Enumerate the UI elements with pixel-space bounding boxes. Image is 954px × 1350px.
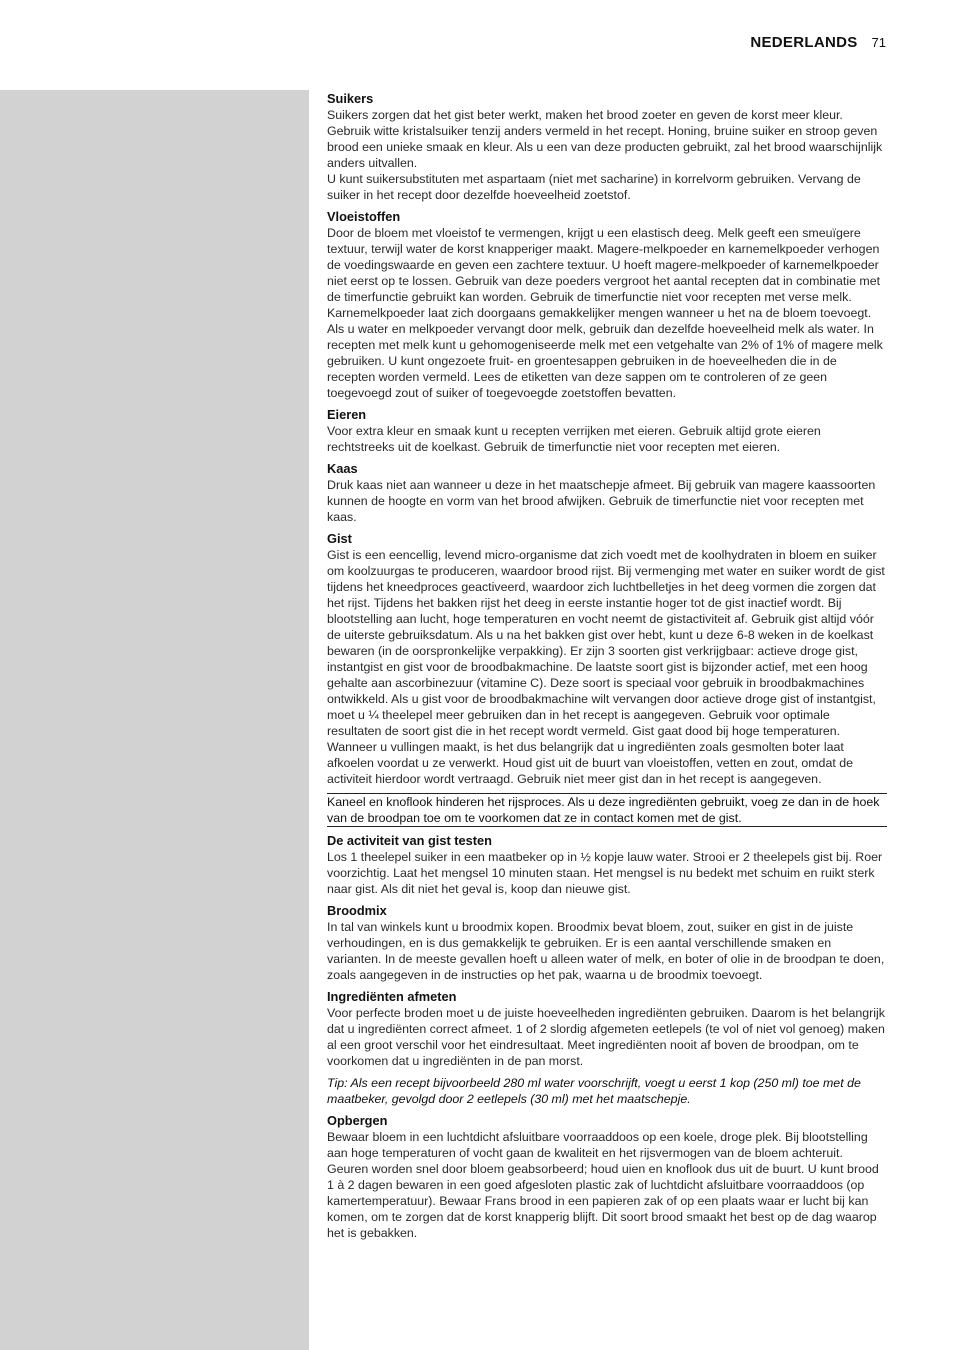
section-title: Vloeistoffen	[327, 209, 401, 224]
section-kaas	[327, 461, 887, 525]
page-header	[750, 34, 886, 51]
section-title: Gist	[327, 531, 352, 546]
section-gist	[327, 531, 887, 787]
paragraph: Los 1 theelepel suiker in een maatbeker op in ½ kopje lauw water. Strooi er 2 theelepels gist bij. Roer voorzichtig. Laat het mengsel 10 minuten staan. Het mengsel is nu bedekt met schuim en ruikt sterk naar gist. Als dit niet het geval is, koop dan nieuwe gist.	[327, 850, 883, 896]
section-title: Suikers	[327, 91, 374, 106]
section-broodmix	[327, 903, 887, 983]
paragraph: U kunt suikersubstituten met aspartaam (niet met sacharine) in korrelvorm gebruiken. Vervang de suiker in het recept door dezelfde hoeveelheid zoetstof.	[327, 172, 861, 202]
section-title: Kaas	[327, 461, 358, 476]
paragraph: Druk kaas niet aan wanneer u deze in het maatschepje afmeet. Bij gebruik van magere kaassoorten kunnen de hoogte en vorm van het brood afwijken. Gebruik de timerfunctie niet voor recepten met kaas.	[327, 478, 876, 524]
section-ingredienten-afmeten	[327, 989, 887, 1069]
document-body	[327, 91, 887, 1247]
section-title: Eieren	[327, 407, 367, 422]
paragraph: Door de bloem met vloeistof te vermengen, krijgt u een elastisch deeg. Melk geeft een smeuïgere textuur, terwijl water de korst knapperiger maakt. Magere-melkpoeder en karnemelkpoeder verhogen de voedingswaarde en geven een zachtere textuur. U hoeft magere-melkpoeder of karnemelkpoeder niet eerst op te lossen. Gebruik van deze poeders vergroot het aantal recepten dat in combinatie met de timerfunctie gebruikt kan worden. Gebruik de timerfunctie niet voor recepten met verse melk. Karnemelkpoeder laat zich doorgaans gemakkelijker mengen wanneer u het na de bloem toevoegt.	[327, 226, 881, 320]
section-suikers	[327, 91, 887, 203]
section-eieren	[327, 407, 887, 455]
tip-note: Tip: Als een recept bijvoorbeeld 280 ml water voorschrijft, voegt u eerst 1 kop (250 ml) toe met de maatbeker, gevolgd door 2 eetlepels (30 ml) met het maatschepje.	[327, 1076, 861, 1106]
paragraph: Als u water en melkpoeder vervangt door melk, gebruik dan dezelfde hoeveelheid melk als water. In recepten met melk kunt u gehomogeniseerde melk met een vetgehalte van 2% of 1% of magere melk gebruiken. U kunt ongezoete fruit- en groentesappen gebruiken in de hoeveelheden die in de recepten worden vermeld. Lees de etiketten van deze sappen om te controleren of ze geen toegevoegd zout of suiker of toegevoegde zoetstoffen bevatten.	[327, 322, 883, 400]
section-title: Opbergen	[327, 1113, 388, 1128]
language-label: NEDERLANDS	[750, 34, 858, 51]
section-opbergen	[327, 1113, 887, 1241]
section-gist-testen	[327, 833, 887, 897]
paragraph: Voor extra kleur en smaak kunt u recepten verrijken met eieren. Gebruik altijd grote eieren rechtstreeks uit de koelkast. Gebruik de timerfunctie niet voor recepten met eieren.	[327, 424, 821, 454]
section-title: Broodmix	[327, 903, 387, 918]
paragraph: In tal van winkels kunt u broodmix kopen. Broodmix bevat bloem, zout, suiker en gist in de juiste verhoudingen, en is dus gemakkelijk te gebruiken. Er is een aantal verschillende smaken en varianten. In de meeste gevallen hoeft u alleen water of melk, en boter of olie in de broodpan te doen, zoals aangegeven in de instructies op het pak, waarna u de broodmix toevoegt.	[327, 920, 885, 982]
section-vloeistoffen	[327, 209, 887, 401]
paragraph: Voor perfecte broden moet u de juiste hoeveelheden ingrediënten gebruiken. Daarom is het belangrijk dat u ingrediënten correct afmeet. 1 of 2 slordig afgemeten eetlepels (te vol of niet vol genoeg) maken al een groot verschil voor het eindresultaat. Meet ingrediënten nooit af boven de broodpan, om te voorkomen dat u ingrediënten in de pan morst.	[327, 1006, 885, 1068]
warning-note: Kaneel en knoflook hinderen het rijsproces. Als u deze ingrediënten gebruikt, voeg ze dan in de hoek van de broodpan toe om te voorkomen dat ze in contact komen met de gist.	[327, 793, 887, 827]
section-title: De activiteit van gist testen	[327, 833, 492, 848]
paragraph: Suikers zorgen dat het gist beter werkt, maken het brood zoeter en geven de korst meer kleur. Gebruik witte kristalsuiker tenzij anders vermeld in het recept. Honing, bruine suiker en stroop geven brood een unieke smaak en kleur. Als u een van deze producten gebruikt, zal het brood waarschijnlijk anders uitvallen.	[327, 108, 883, 170]
grey-sidebar	[0, 90, 309, 1350]
paragraph: Bewaar bloem in een luchtdicht afsluitbare voorraaddoos op een koele, droge plek. Bij blootstelling aan hoge temperaturen of vocht gaan de kwaliteit en het rijsvermogen van de bloem achteruit. Geuren worden snel door bloem geabsorbeerd; houd uien en knoflook dus uit de buurt. U kunt brood 1 à 2 dagen bewaren in een goed afgesloten plastic zak of luchtdicht afsluitbare voorraaddoos (op kamertemperatuur). Bewaar Frans brood in een papieren zak of op een plaats waar er lucht bij kan komen, om te zorgen dat de korst knapperig blijft. Dit soort brood smaakt het best op de dag waarop het is gebakken.	[327, 1130, 879, 1240]
paragraph: Gist is een eencellig, levend micro-organisme dat zich voedt met de koolhydraten in bloem en suiker om koolzuurgas te produceren, waardoor brood rijst. Bij vermenging met water en suiker wordt de gist tijdens het kneedproces geactiveerd, waardoor zich luchtbelletjes in het deeg vormen die zorgen dat het rijst. Tijdens het bakken rijst het deeg in eerste instantie hoger tot de gist inactief wordt. Bij blootstelling aan lucht, hoge temperaturen en vocht neemt de gistactiviteit af. Gebruik gist altijd vóór de uiterste gebruiksdatum. Als u na het bakken gist over hebt, kunt u deze 6-8 weken in de koelkast bewaren (in de oorspronkelijke verpakking). Er zijn 3 soorten gist verkrijgbaar: actieve droge gist, instantgist en gist voor de broodbakmachine. De laatste soort gist is bijzonder actief, met een hoog gehalte aan ascorbinezuur (vitamine C). Deze soort is speciaal voor gebruik in broodbakmachines ontwikkeld. Als u gist voor de broodbakmachine wilt vervangen door actieve droge gist of instantgist, moet u ¼ theelepel meer gebruiken dan in het recept is aangegeven. Gebruik voor optimale resultaten de soort gist die in het recept wordt vermeld. Gist gaat dood bij hoge temperaturen. Wanneer u vullingen maakt, is het dus belangrijk dat u ingrediënten zoals gesmolten boter laat afkoelen voordat u ze verwerkt. Houd gist uit de buurt van vloeistoffen, vetten en zout, omdat de activiteit hierdoor wordt vertraagd. Gebruik niet meer gist dan in het recept is aangegeven.	[327, 548, 885, 786]
section-title: Ingrediënten afmeten	[327, 989, 457, 1004]
page-number: 71	[871, 35, 886, 50]
